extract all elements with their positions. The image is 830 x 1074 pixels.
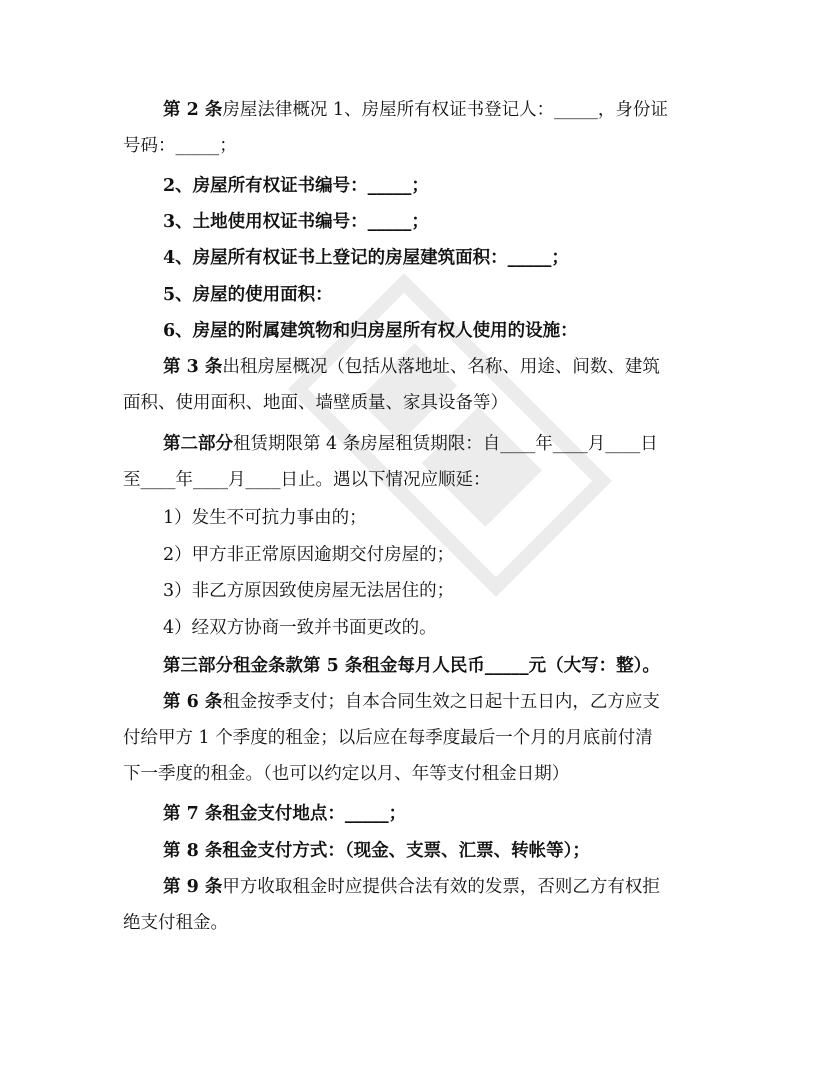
body-text: 付给甲方 1 个季度的租金；以后应在每季度最后一个月的月底前付清 [123,728,653,748]
paragraph [123,796,707,832]
paragraph [123,684,707,792]
text-line [123,573,707,609]
text-line [123,240,707,276]
text-line [123,462,707,498]
paragraph [123,610,707,646]
body-text: 房屋法律概况 1、房屋所有权证书登记人：_____，身份证 [222,100,668,120]
body-text: 出租房屋概况（包括从落地址、名称、用途、间数、建筑 [222,357,660,377]
text-line [123,277,707,313]
body-text: 甲方收取租金时应提供合法有效的发票，否则乙方有权拒 [222,877,660,897]
body-text: 面积、使用面积、地面、墙壁质量、家具设备等） [123,393,508,413]
bold-text: 第 3 条 [163,357,223,377]
text-line [123,796,707,832]
bold-text: 第 8 条租金支付方式：（现金、支票、汇票、转帐等）； [163,841,590,861]
bold-text: 第 9 条 [163,877,223,897]
body-text: 绝支付租金。 [123,913,228,933]
paragraph [123,204,707,240]
body-text: 租金按季支付；自本合同生效之日起十五日内，乙方应支 [222,692,660,712]
bold-text: 第 7 条租金支付地点：_____； [163,804,407,824]
paragraph [123,500,707,536]
text-line [123,833,707,869]
text-line [123,537,707,573]
text-line [123,720,707,756]
text-line [123,385,707,421]
body-text: 租赁期限第 4 条房屋租赁期限：自____年____月____日 [233,434,658,454]
paragraph [123,313,707,349]
text-line [123,168,707,204]
paragraph [123,240,707,276]
paragraph [123,277,707,313]
bold-text: 6、房屋的附属建筑物和归房屋所有权人使用的设施： [163,321,578,341]
text-line [123,349,707,385]
text-line [123,905,707,941]
paragraph [123,92,707,164]
body-text: 下一季度的租金。（也可以约定以月、年等支付租金日期） [123,764,570,784]
bold-text: 4、房屋所有权证书上登记的房屋建筑面积：_____； [163,248,569,268]
paragraph [123,869,707,941]
paragraph [123,833,707,869]
text-line [123,610,707,646]
text-line [123,684,707,720]
paragraph [123,537,707,573]
text-line [123,426,707,462]
bold-text: 3、土地使用权证书编号：_____； [163,212,429,232]
text-line [123,648,707,684]
body-text: 4）经双方协商一致并书面更改的。 [163,618,437,638]
body-text: 3）非乙方原因致使房屋无法居住的； [163,581,455,601]
text-line [123,756,707,792]
text-line [123,92,707,128]
body-text: 号码：_____； [123,136,237,156]
body-text: 1）发生不可抗力事由的； [163,508,367,528]
paragraph [123,648,707,684]
body-text: 至____年____月____日止。遇以下情况应顺延： [123,470,491,490]
text-line [123,128,707,164]
bold-text: 第三部分租金条款第 5 条租金每月人民币_____元（大写：整）。 [163,656,660,676]
text-line [123,500,707,536]
bold-text: 5、房屋的使用面积： [163,285,333,305]
body-text: 2）甲方非正常原因逾期交付房屋的； [163,545,455,565]
bold-text: 第 2 条 [163,100,223,120]
bold-text: 2、房屋所有权证书编号：_____； [163,176,429,196]
bold-text: 第 6 条 [163,692,223,712]
text-line [123,869,707,905]
paragraph [123,426,707,498]
paragraph [123,349,707,421]
text-line [123,313,707,349]
bold-text: 第二部分 [163,434,233,454]
paragraph [123,168,707,204]
text-line [123,204,707,240]
paragraph [123,573,707,609]
